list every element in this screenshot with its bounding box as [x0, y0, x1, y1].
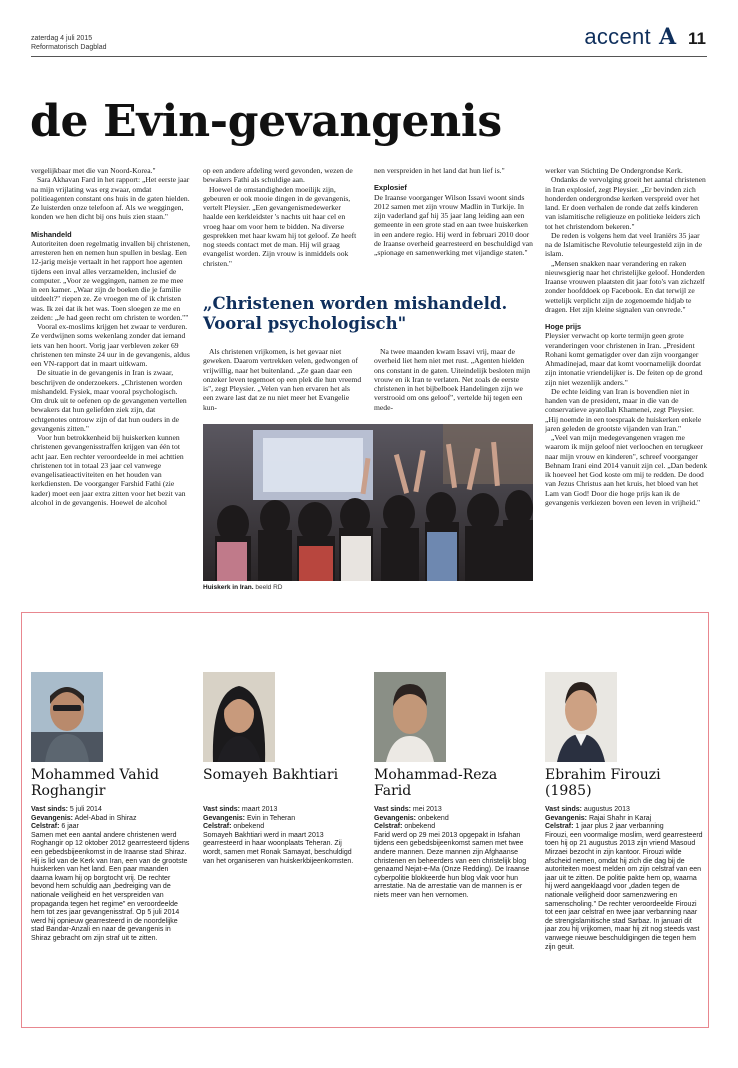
portrait-photo [31, 672, 103, 762]
article-column-1 [31, 166, 190, 596]
portrait-illustration [374, 672, 446, 762]
portrait-photo [374, 672, 446, 762]
meta-value: Rajai Shahr in Karaj [588, 814, 652, 822]
subheading: Explosief [374, 183, 407, 193]
paragraph: Voor hun betrokkenheid bij huiskerken kunnen christenen gevangenisstraffen krijgen van één tot acht jaar. Een rechter veroordeelde in mei achttien christenen tot in totaal 23 jaar cel vanwege evangelisatieactiviteiten en het houden van kerkdiensten. De voorganger Farshid Fathi (zie kader) moet een jaar extra zitten voor het bezit van alcohol in de gevangenis. Hoewel de alcohol [31, 433, 186, 507]
section-logo: A [658, 24, 677, 50]
meta-value: maart 2013 [241, 806, 278, 813]
meta-value: onbekend [404, 823, 436, 831]
subheading: Hoge prijs [545, 322, 582, 331]
meta-label: Gevangenis: [545, 814, 588, 822]
paragraph: werker van Stichting De Ondergrondse Kerk. [545, 166, 683, 175]
meta-value: onbekend [233, 823, 265, 831]
article-column-2 [203, 166, 362, 290]
profile-meta [203, 806, 362, 832]
paragraph: Sara Akhavan Fard in het rapport: „Het eerste jaar na mijn vrijlating was erg zwaar, omdat politieagenten constant ons huis in de gaten hielden. Ze luisterden onze telefoon af. Als we weggingen, konden we hen dicht bij ons huis zien staan." [31, 175, 190, 222]
subheading: Mishandeld [31, 229, 72, 239]
meta-label: Celstraf: [374, 823, 403, 831]
meta-label: Gevangenis: [31, 814, 74, 822]
masthead-info [31, 34, 106, 52]
paragraph: De reden is volgens hem dat veel Iraniërs 35 jaar na de Islamitische Revolutie teleurgesteld zijn in de islam. [545, 230, 702, 259]
portrait-photo [545, 672, 617, 762]
paragraph: nen verspreiden in het land dat hun lief is." [374, 166, 505, 175]
paragraph: Autoriteiten doen regelmatig invallen bij christenen, arresteren hen en nemen hun spullen in beslag. Een 12-jarig meisje vertaalt in het rapport hoe agenten tijdens een inval alles verzamelden, inclusief de computer. „Voor ze weggingen, namen ze me mee in een kamer. „Waar zijn de boeken die je familie uitdeelt?" riepen ze. Ze vroegen me of ik christen was. Ik zei dat ik het was. Toen sloegen ze me en zeiden: „Je had geen recht om christen te worden."" [31, 238, 190, 322]
paragraph: Als christenen vrijkomen, is het gevaar niet geweken. Daarom vertrekken velen, gedwongen of vrijwillig, naar het buitenland. „Ze gaan daar een onzeker leven tegemoet op een plek die hun vreemd is", zegt Pleysier. „Velen van hen ervaren het als een zware last dat ze nu niet meer het Evangelie kun- [203, 347, 362, 412]
meta-label: Celstraf: [203, 823, 232, 831]
meta-label: Vast sinds: [203, 806, 240, 813]
paragraph: Vooral ex-moslims krijgen het zwaar te verduren. Ze verdwijnen soms wekenlang zonder dat iemand iets van hen hoort. Vorig jaar verbleven zeker 69 christenen ten minste 24 uur in de gevangenis, aldus een VN-rapport dat in maart uitkwam. [31, 322, 190, 368]
paragraph: vergelijkbaar met die van Noord-Korea." [31, 166, 156, 175]
meta-label: Vast sinds: [31, 806, 68, 813]
meta-value: augustus 2013 [583, 806, 630, 813]
meta-label: Gevangenis: [203, 814, 246, 822]
profile-card [203, 672, 362, 866]
paragraph: op een andere afdeling werd gevonden, wezen de bewakers Fathi als schuldige aan. [203, 166, 353, 185]
profile-card [545, 672, 704, 952]
meta-label: Gevangenis: [374, 814, 417, 822]
profile-name: Ebrahim Firouzi (1985) [545, 767, 661, 799]
profile-name: Mohammed Vahid Roghangir [31, 767, 160, 799]
paragraph: De echte leiding van Iran is bovendien niet in handen van de president, maar in die van de conservatieve ayatollah Khamenei, zegt Pleysier. „Hij noemde in een toespraak de huiskerken enkele jaren geleden de grootste vijanden van Iran." [545, 386, 702, 433]
paragraph: Na twee maanden kwam Issavi vrij, maar de overheid liet hem niet met rust. „Agenten hielden ons constant in de gaten. Uiteindelijk besloten mijn vrouw en ik Iran te verlaten. Net zoals de eerste christenen in het bijbelboek Handelingen zijn we verstrooid om ons geloof", vertelde hij tegen een mede- [374, 347, 531, 412]
house-church-illustration [203, 424, 533, 581]
article-column-2-lower [203, 347, 362, 419]
meta-value: Evin in Teheran [246, 814, 296, 822]
meta-value: 6 jaar [61, 823, 79, 831]
page-number: 11 [688, 29, 706, 48]
meta-label: Celstraf: [545, 823, 574, 831]
article-column-4 [545, 166, 708, 596]
meta-label: Celstraf: [31, 823, 60, 831]
profile-body: Samen met een aantal andere christenen werd Roghangir op 12 oktober 2012 gearresteerd tijdens een gebedsbijeenkomst in de Iraanse stad Shiraz. Hij is lid van de Kerk van Iran, een van de grootste huiskerken van het land. Een paar maanden daarna kwam hij op borgtocht vrij. De rechter bevond hem schuldig aan „bedreiging van de nationale veiligheid en het verspreiden van propaganda tegen het regime" en veroordeelde hem tot zes jaar gevangenisstraf. Op 5 juli 2014 werd hij opnieuw gearresteerd in de noordelijke stad Bandar-Anzali en naar de gevangenis in Shiraz gebracht om zijn straf uit te zitten. [31, 831, 190, 942]
portrait-photo [203, 672, 275, 762]
section-name: accent [584, 24, 651, 49]
profile-meta [374, 806, 533, 832]
meta-value: onbekend [417, 814, 449, 822]
paragraph: Hoewel de omstandigheden moeilijk zijn, gebeuren er ook mooie dingen in de gevangenis, vertelt Pleysier. „Een gevangenismedewerker haalde een kerkleidster 's nachts uit haar cel en vroeg haar om voor hem te bidden. Na diverse gesprekken met haar kwam hij tot geloof. Ze heeft nog steeds contact met de man. Hij wil graag evangelist worden. Zijn vrouw is inmiddels ook christen." [203, 184, 357, 268]
house-church-photo [203, 424, 533, 581]
header-divider [31, 56, 707, 57]
profile-body: Farid werd op 29 mei 2013 opgepakt in Isfahan tijdens een gebedsbijeenkomst samen met twee andere mannen. Deze mannen zijn Afghaanse christenen en beheerders van een christelijk blog genaamd Nejat-e-Ma (Onze Redding). De Iraanse cyberpolitie blokkeerde hun blog vlak voor hun arrestatie. Na de arrestatie van de mannen is er niets meer van hen vernomen. [374, 831, 530, 899]
profile-meta [545, 806, 704, 832]
paragraph: De Iraanse voorganger Wilson Issavi woont sinds 2012 samen met zijn vrouw Madlin in Turkije. In zijn vaderland gaf hij 35 jaar lang leiding aan een gemeente in een grote stad en aan twee huiskerken in een andere regio. Hij werd in februari 2010 door de Iraanse overheid gearresteerd en beschuldigd van „spionage en samenwerking met vijandige staten." [374, 192, 533, 257]
profile-body: Firouzi, een voormalige moslim, werd gearresteerd toen hij op 21 augustus 2013 zijn vriend Masoud Mirzaei bezocht in zijn kantoor. Firouzi wilde afscheid nemen, omdat hij zich die dag bij de autoriteiten moest melden om zijn celstraf van een jaar uit te zitten. De politie pakte hem op, waarna hij werd aangeklaagd voor „daden tegen de nationale veiligheid door samenzwering en samenscholing." De rechter veroordeelde Firouzi tot een jaar celstraf en twee jaar verbanning naar de strengislamitische stad Sarbaz. In januari dit jaar zou hij vrijkomen, maar hij zit nog steeds vast vanwege nieuwe beschuldigingen die tegen hem zijn geuit. [545, 831, 703, 951]
meta-value: 5 juli 2014 [69, 806, 102, 813]
paragraph: „Mensen snakken naar verandering en raken nieuwsgierig naar het christelijke geloof. Honderden Iraanse vrouwen plaatsten dit jaar foto's van zichzelf zonder hoofddoek op Facebook. En dat terwijl ze wettelijk verplicht zijn de zogenoemde hidjab te dragen. Het zijn kleine signalen van onvrede." [545, 258, 705, 314]
newspaper-name: Reformatorisch Dagblad [31, 44, 107, 51]
paragraph: Pleysier verwacht op korte termijn geen grote veranderingen voor christenen in Iran. „President Rohani komt gematigder over dan zijn voorganger Ahmadinejad, maar dat komt voornamelijk doordat zijn intonatie vriendelijker is. De feiten op de grond zijn niet wezenlijk anders." [545, 331, 703, 387]
profile-card [374, 672, 533, 901]
photo-caption [203, 584, 283, 591]
profile-meta [31, 806, 190, 832]
meta-label: Vast sinds: [545, 806, 582, 813]
issue-date: zaterdag 4 juli 2015 [31, 35, 93, 42]
meta-label: Vast sinds: [374, 806, 411, 813]
meta-value: Adel-Abad in Shiraz [74, 814, 137, 822]
profile-name: Mohammad-Reza Farid [374, 767, 498, 799]
article-column-3 [374, 166, 533, 290]
paragraph: „Veel van mijn medegevangenen vragen me waarom ik mijn geloof niet verloochen en terugkeer naar mijn vrouw en kinderen", schreef voorganger Behnam Irani eind 2014 vanuit zijn cel. „Dan bedenk ik hoeveel het God koste om mij te redden. De dood van Jezus Christus aan het kruis, het bloed van het Lam van God! Door die hoge prijs kan ik de gevangenis verkiezen boven een leven in vrijheid." [545, 433, 708, 507]
caption-credit: beeld RD [255, 584, 283, 591]
section-header [584, 24, 706, 50]
meta-value: mei 2013 [412, 806, 442, 813]
meta-value: 1 jaar plus 2 jaar verbanning [575, 823, 664, 831]
article-column-3-lower [374, 347, 533, 419]
headline: de Evin-gevangenis [30, 96, 502, 147]
profile-body: Somayeh Bakhtiari werd in maart 2013 gearresteerd in haar woonplaats Teheran. Zij wordt, samen met Ronak Samayat, beschuldigd van het organiseren van huiskerkbijeenkomsten. [203, 831, 354, 865]
caption-label: Huiskerk in Iran. [203, 584, 254, 591]
pull-quote: „Christenen worden mishandeld. Vooral psychologisch" [203, 294, 508, 333]
profile-card [31, 672, 190, 944]
paragraph: De situatie in de gevangenis in Iran is zwaar, beschrijven de onderzoekers. „Christenen worden mishandeld. Fysiek, maar vooral psychologisch. Om druk uit te oefenen op de gevangenen vertellen bewakers dat hun geliefden ziek zijn, dat echtgenotes ontrouw zijn of dat hun ouders in de gevangenis zitten." [31, 368, 187, 433]
portrait-illustration [31, 672, 103, 762]
portrait-illustration [545, 672, 617, 762]
profile-name: Somayeh Bakhtiari [203, 767, 339, 783]
portrait-illustration [203, 672, 275, 762]
paragraph: Ondanks de vervolging groeit het aantal christenen in Iran explosief, zegt Pleysier. „Er bevinden zich honderden ondergrondse kerken verspreid over het land. Er doen verhalen de ronde dat zelfs kinderen van islamitische religieuze en politieke leiders zich tot het christendom bekeren." [545, 175, 706, 231]
